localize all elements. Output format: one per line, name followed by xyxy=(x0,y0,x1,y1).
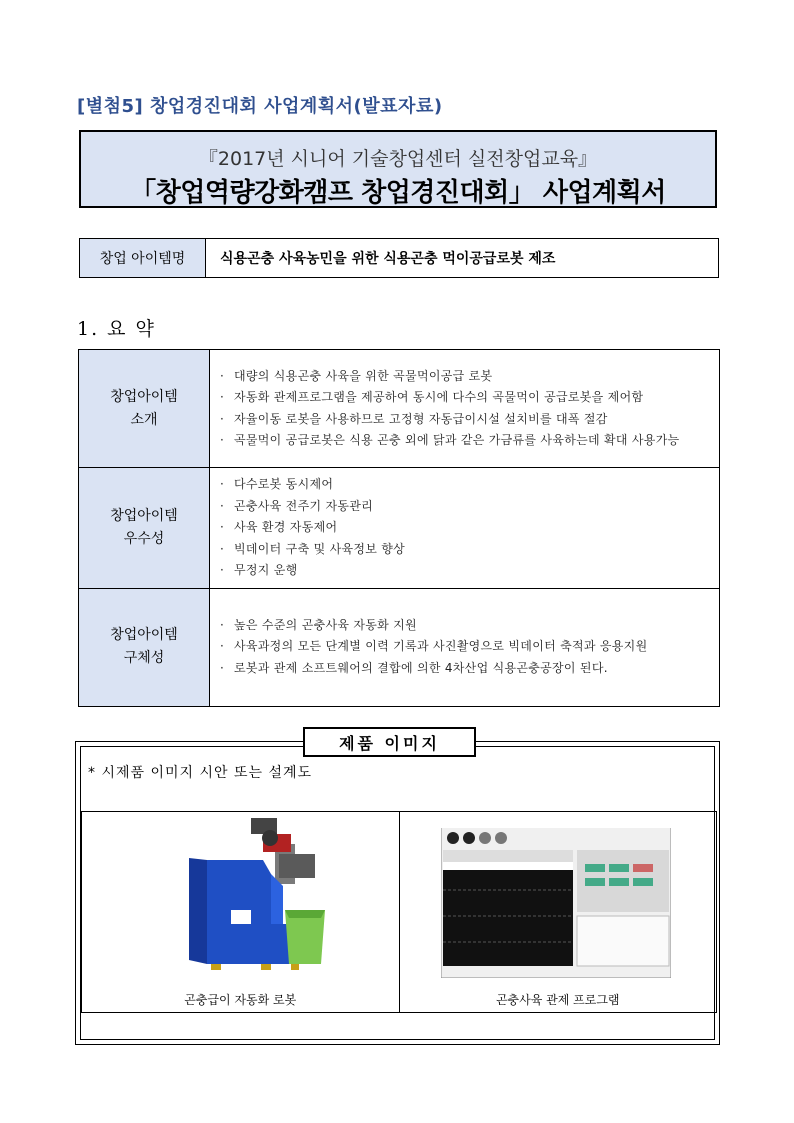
summary-bullet: · 사육과정의 모든 단계별 이력 기록과 사진촬영으로 빅데이터 축적과 응용지원 xyxy=(220,636,711,658)
product-image-note: * 시제품 이미지 시안 또는 설계도 xyxy=(88,765,313,781)
summary-bullet: · 무정지 운행 xyxy=(220,560,711,582)
summary-row-specificity xyxy=(79,588,720,706)
summary-label xyxy=(79,350,210,468)
summary-bullet: · 다수로봇 동시제어 xyxy=(220,474,711,496)
document-title: 「창업역량강화캠프 창업경진대회」 사업계획서 xyxy=(130,178,666,208)
summary-bullet-text: 높은 수준의 곤충사육 자동화 지원 xyxy=(234,617,417,632)
summary-label-line1: 창업아이템 xyxy=(110,627,178,643)
summary-body xyxy=(210,350,720,468)
summary-bullet: · 사육 환경 자동제어 xyxy=(220,517,711,539)
item-name-row xyxy=(79,238,719,278)
summary-bullet: · 로봇과 관제 소프트웨어의 결합에 의한 4차산업 식용곤충공장이 된다. xyxy=(220,658,711,680)
summary-bullet: · 빅데이터 구축 및 사육정보 향상 xyxy=(220,539,711,561)
control-program-image-caption: 곤충사육 관제 프로그램 xyxy=(495,993,620,1007)
robot-illustration xyxy=(167,814,327,984)
product-image-tab: 제품 이미지 xyxy=(303,727,476,757)
summary-label-line1: 창업아이템 xyxy=(110,507,178,524)
summary-bullet-text: 사육 환경 자동제어 xyxy=(234,520,338,534)
summary-label-line2: 소개 xyxy=(130,411,158,428)
control-program-screenshot xyxy=(441,820,671,978)
summary-body xyxy=(210,468,720,589)
summary-label-line2: 우수성 xyxy=(123,530,165,547)
summary-bullet-text: 무정지 운행 xyxy=(234,563,298,577)
summary-row-excellence xyxy=(79,468,720,589)
summary-table xyxy=(78,349,720,707)
summary-bullet: · 곤충사육 전주기 자동관리 xyxy=(220,496,711,518)
summary-bullet: · 대량의 식용곤충 사육을 위한 곡물먹이공급 로봇 xyxy=(220,366,711,388)
summary-bullet-text: 자율이동 로봇을 사용하므로 고정형 자동급이시설 설치비를 대폭 절감 xyxy=(234,411,608,426)
summary-bullet-text: 사육과정의 모든 단계별 이력 기록과 사진촬영으로 빅데이터 축적과 응용지원 xyxy=(234,639,648,654)
item-name-label: 창업 아이템명 xyxy=(80,239,206,277)
summary-heading: 1. 요 약 xyxy=(77,318,156,340)
summary-bullet-text: 대량의 식용곤충 사육을 위한 곡물먹이공급 로봇 xyxy=(234,368,493,383)
product-image-grid xyxy=(81,811,717,1013)
summary-label-line1: 창업아이템 xyxy=(110,388,178,405)
summary-bullet: · 곡물먹이 공급로봇은 식용 곤충 외에 닭과 같은 가금류를 사육하는데 확대 사용가능 xyxy=(220,430,711,452)
summary-label-line2: 구체성 xyxy=(123,650,165,666)
summary-bullet: · 자동화 관제프로그램을 제공하여 동시에 다수의 곡물먹이 공급로봇을 제어함 xyxy=(220,387,711,409)
summary-body xyxy=(210,588,720,706)
robot-image-caption: 곤충급이 자동화 로봇 xyxy=(184,993,297,1007)
summary-bullet-text: 다수로봇 동시제어 xyxy=(234,477,334,491)
summary-bullet-text: 로봇과 관제 소프트웨어의 결합에 의한 4차산업 식용곤충공장이 된다. xyxy=(234,660,608,675)
summary-bullet-text: 곤충사육 전주기 자동관리 xyxy=(234,498,374,513)
item-name-value: 식용곤충 사육농민을 위한 식용곤충 먹이공급로봇 제조 xyxy=(220,251,556,267)
summary-bullet-text: 자동화 관제프로그램을 제공하여 동시에 다수의 곡물먹이 공급로봇을 제어함 xyxy=(234,390,644,404)
title-box xyxy=(79,130,717,208)
summary-bullet-text: 빅데이터 구축 및 사육정보 향상 xyxy=(234,541,406,556)
robot-image-cell xyxy=(82,812,399,1012)
summary-bullet: · 자율이동 로봇을 사용하므로 고정형 자동급이시설 설치비를 대폭 절감 xyxy=(220,409,711,431)
summary-label xyxy=(79,588,210,706)
summary-row-intro xyxy=(79,350,720,468)
summary-bullet: · 높은 수준의 곤충사육 자동화 지원 xyxy=(220,615,711,637)
document-subtitle: 『2017년 시니어 기술창업센터 실전창업교육』 xyxy=(198,148,598,170)
attachment-title: [별첨5] 창업경진대회 사업계획서(발표자료) xyxy=(77,96,443,117)
control-program-image-cell xyxy=(399,812,717,1012)
summary-bullet-text: 곡물먹이 공급로봇은 식용 곤충 외에 닭과 같은 가금류를 사육하는데 확대 사용가능 xyxy=(234,433,680,447)
summary-label xyxy=(79,468,210,589)
